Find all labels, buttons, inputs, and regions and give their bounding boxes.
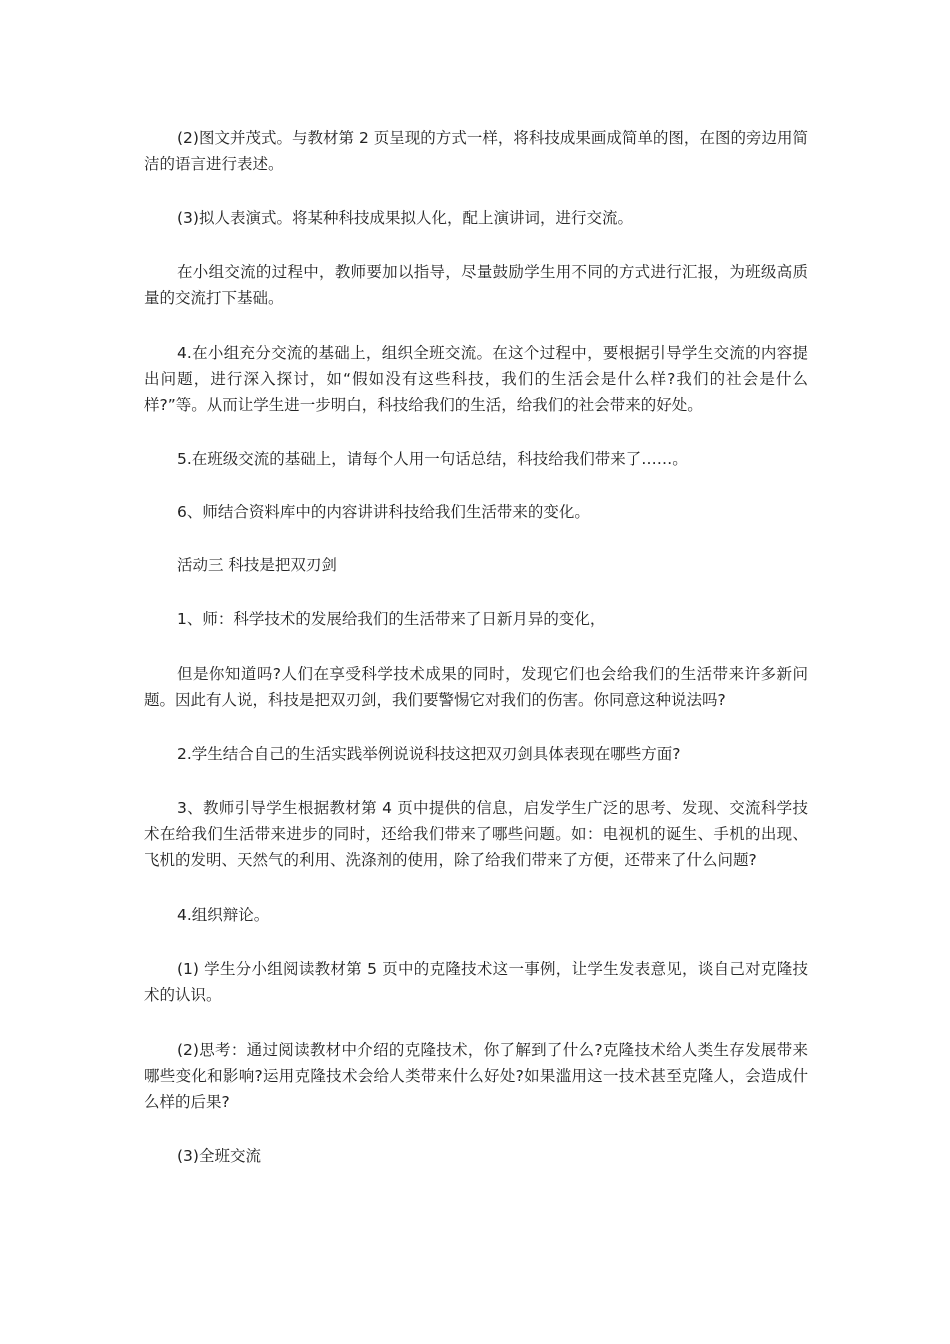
paragraph-textbook-page4: 3、教师引导学生根据教材第 4 页中提供的信息，启发学生广泛的思考、发现、交流科学技术在给我们生活带来进步的同时，还给我们带来了哪些问题。如：电视机的诞生、手机的出现、飞机的发明、天然气的利用、洗涤剂的使用，除了给我们带来了方便，还带来了什么问题? — [144, 799, 808, 869]
paragraph-teacher-intro: 1、师：科学技术的发展给我们的生活带来了日新月异的变化， — [177, 610, 606, 628]
paragraph-personification-method: (3)拟人表演式。将某种科技成果拟人化，配上演讲词，进行交流。 — [177, 209, 633, 227]
paragraph-cloning-thinking: (2)思考：通过阅读教材中介绍的克隆技术，你了解到了什么?克隆技术给人类生存发展带来哪些变化和影响?运用克隆技术会给人类带来什么好处?如果滥用这一技术甚至克隆人，会造成什么样的后果? — [144, 1041, 808, 1111]
paragraph-student-examples: 2.学生结合自己的生活实践举例说说科技这把双刃剑具体表现在哪些方面? — [177, 745, 681, 763]
activity-three-heading: 活动三 科技是把双刃剑 — [177, 556, 337, 574]
paragraph-illustrated-method: (2)图文并茂式。与教材第 2 页呈现的方式一样，将科技成果画成简单的图，在图的旁边用简洁的语言进行表述。 — [144, 129, 808, 173]
paragraph-class-exchange: 4.在小组充分交流的基础上，组织全班交流。在这个过程中，要根据引导学生交流的内容提出问题，进行深入探讨，如“假如没有这些科技，我们的生活会是什么样?我们的社会是什么样?”等。从而让学生进一步明白，科技给我们的生活，给我们的社会带来的好处。 — [144, 344, 808, 414]
paragraph-double-edged-sword: 但是你知道吗?人们在享受科学技术成果的同时，发现它们也会给我们的生活带来许多新问题。因此有人说，科技是把双刃剑，我们要警惕它对我们的伤害。你同意这种说法吗? — [144, 665, 808, 709]
paragraph-summary-sentence: 5.在班级交流的基础上，请每个人用一句话总结，科技给我们带来了……。 — [177, 450, 688, 468]
paragraph-resource-library: 6、师结合资料库中的内容讲讲科技给我们生活带来的变化。 — [177, 503, 590, 521]
paragraph-teacher-guidance: 在小组交流的过程中，教师要加以指导，尽量鼓励学生用不同的方式进行汇报，为班级高质量的交流打下基础。 — [144, 263, 808, 307]
paragraph-debate: 4.组织辩论。 — [177, 906, 270, 924]
paragraph-class-discussion: (3)全班交流 — [177, 1147, 261, 1165]
paragraph-cloning-reading: (1) 学生分小组阅读教材第 5 页中的克隆技术这一事例，让学生发表意见，谈自己对克隆技术的认识。 — [144, 960, 808, 1004]
